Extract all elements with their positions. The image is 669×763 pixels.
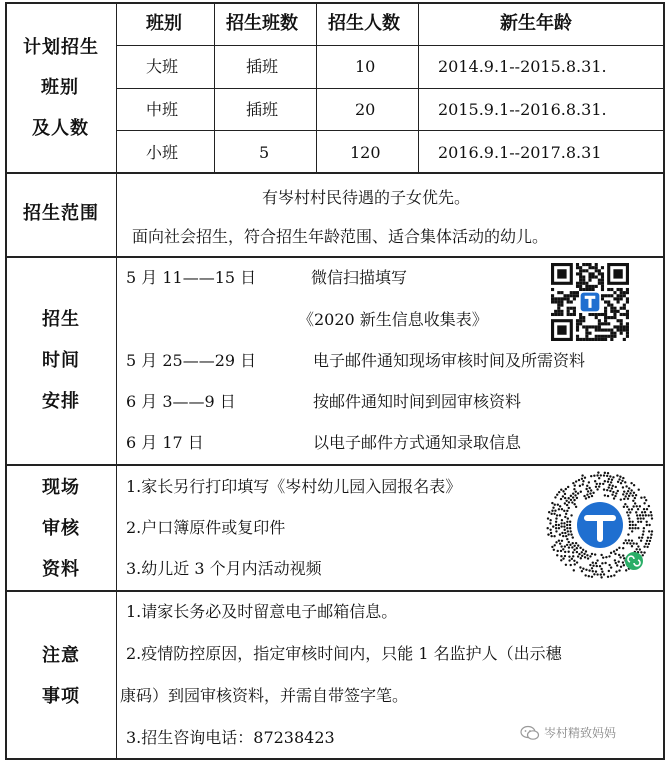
review-item-1: 1.家长另行打印填写《岑村幼儿园入园报名表》 bbox=[126, 477, 462, 496]
schedule-text-3: 电子邮件通知现场审核时间及所需资料 bbox=[313, 351, 586, 370]
border-bottom bbox=[5, 758, 665, 760]
notes-line-3: 康码）到园审核资料，并需自带签字笔。 bbox=[120, 686, 409, 705]
schedule-label-line-3: 安排 bbox=[42, 391, 80, 412]
watermark-text: 岑村精致妈妈 bbox=[544, 726, 617, 740]
border-left bbox=[5, 2, 7, 760]
plan-header-age: 新生年龄 bbox=[500, 13, 572, 34]
schedule-date-3: 5 月 25——29 日 bbox=[126, 351, 257, 370]
review-label-line-1: 现场 bbox=[42, 477, 80, 498]
border-right bbox=[663, 2, 665, 760]
plan-row-line-1 bbox=[116, 45, 665, 46]
plan-row-line-2 bbox=[116, 88, 665, 89]
section-divider-2 bbox=[5, 256, 665, 258]
section-divider-4 bbox=[5, 590, 665, 592]
notes-label-line-2: 事项 bbox=[42, 686, 80, 707]
plan-header-count: 招生班数 bbox=[226, 13, 298, 34]
plan-label-line-3: 及人数 bbox=[32, 118, 89, 139]
plan-header-enroll: 招生人数 bbox=[328, 13, 400, 34]
plan-row-1-age: 2014.9.1--2015.8.31. bbox=[438, 57, 607, 76]
schedule-date-5: 6 月 17 日 bbox=[126, 433, 204, 452]
plan-row-1-count: 插班 bbox=[246, 57, 279, 76]
wechat-icon bbox=[520, 725, 540, 741]
notes-line-2: 2.疫情防控原因，指定审核时间内，只能 1 名监护人（出示穗 bbox=[126, 644, 562, 663]
plan-row-3-age: 2016.9.1--2017.8.31 bbox=[438, 143, 602, 162]
scope-label: 招生范围 bbox=[23, 203, 99, 224]
schedule-text-4: 按邮件通知时间到园审核资料 bbox=[313, 392, 522, 411]
review-label-line-2: 审核 bbox=[42, 518, 80, 539]
plan-col-line-2 bbox=[316, 2, 317, 173]
label-column-divider bbox=[116, 2, 117, 760]
border-top bbox=[5, 2, 665, 4]
plan-row-2-enroll: 20 bbox=[355, 100, 376, 119]
plan-col-line-3 bbox=[418, 2, 419, 173]
plan-row-3-count: 5 bbox=[259, 143, 270, 162]
plan-col-line-1 bbox=[214, 2, 215, 173]
schedule-text-5: 以电子邮件方式通知录取信息 bbox=[313, 433, 522, 452]
watermark bbox=[520, 724, 616, 741]
plan-row-line-3 bbox=[116, 130, 665, 131]
schedule-text-2: 《2020 新生信息收集表》 bbox=[298, 310, 488, 329]
schedule-label-line-1: 招生 bbox=[42, 309, 80, 330]
schedule-date-4: 6 月 3——9 日 bbox=[126, 392, 236, 411]
plan-row-1-class: 大班 bbox=[146, 57, 179, 76]
section-divider-3 bbox=[5, 464, 665, 466]
review-item-2: 2.户口簿原件或复印件 bbox=[126, 518, 286, 537]
plan-row-2-age: 2015.9.1--2016.8.31. bbox=[438, 100, 607, 119]
plan-label-line-2: 班别 bbox=[41, 77, 79, 98]
schedule-date-1: 5 月 11——15 日 bbox=[126, 268, 257, 287]
schedule-text-1: 微信扫描填写 bbox=[311, 268, 408, 287]
plan-row-3-enroll: 120 bbox=[350, 143, 381, 162]
mini-program-code[interactable] bbox=[544, 469, 656, 581]
section-divider-1 bbox=[5, 172, 665, 174]
plan-row-2-count: 插班 bbox=[246, 100, 279, 119]
plan-row-3-class: 小班 bbox=[146, 143, 179, 162]
scope-line-2: 面向社会招生，符合招生年龄范围、适合集体活动的幼儿。 bbox=[132, 227, 549, 246]
review-item-3: 3.幼儿近 3 个月内活动视频 bbox=[126, 559, 322, 578]
notes-line-4: 3.招生咨询电话：87238423 bbox=[126, 728, 335, 747]
schedule-label-line-2: 时间 bbox=[42, 350, 80, 371]
plan-row-1-enroll: 10 bbox=[355, 57, 376, 76]
survey-qr-code[interactable] bbox=[551, 263, 629, 341]
plan-header-class: 班别 bbox=[146, 13, 182, 34]
notes-label-line-1: 注意 bbox=[42, 645, 80, 666]
plan-row-2-class: 中班 bbox=[146, 100, 179, 119]
scope-line-1: 有岑村村民待遇的子女优先。 bbox=[262, 188, 471, 207]
notes-line-1: 1.请家长务必及时留意电子邮箱信息。 bbox=[126, 602, 398, 621]
plan-label-line-1: 计划招生 bbox=[23, 37, 99, 58]
review-label-line-3: 资料 bbox=[42, 559, 80, 580]
